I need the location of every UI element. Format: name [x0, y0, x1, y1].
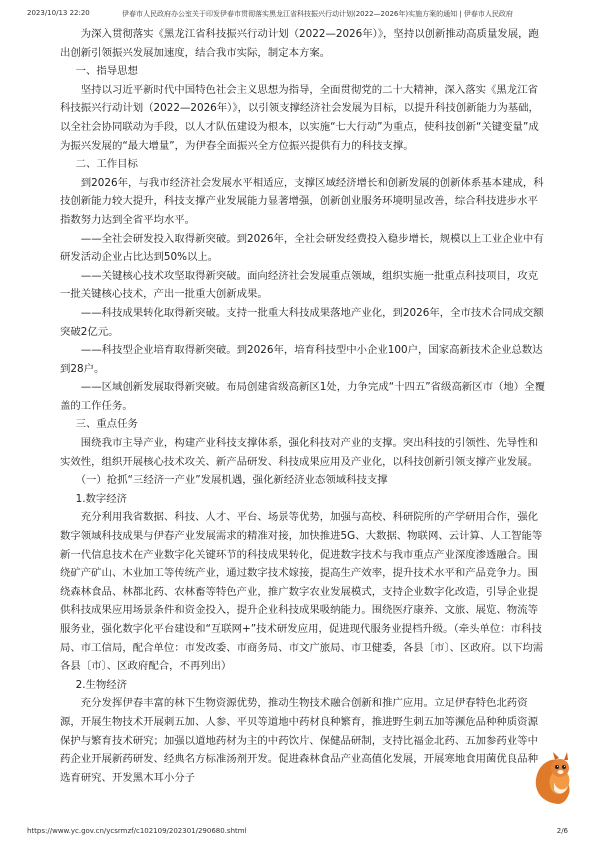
goal-tech-enterprises: ——科技型企业培育取得新突破。到2026年，培育科技型中小企业100户，国家高新技术企业总数达到28户。: [60, 344, 543, 375]
subsection-heading-bio-economy: 2.生物经济: [75, 678, 128, 691]
squirrel-mascot-icon[interactable]: [528, 746, 580, 806]
section-heading-work-goals: 二、工作目标: [75, 158, 138, 171]
article-body: [60, 25, 545, 787]
digital-economy-paragraph: 充分利用我省数据、科技、人才、平台、场景等优势，加强与高校、科研院所的产学研用合作，强化数字领域科技成果与伊春产业发展需求的精准对接，加快推进5G、大数据、物联网、云计算、人工智能等新一代信息技术在产业数字化关键环节的科技成果转化，促进数字技术与我市重点产业深度渗透融合。围绕矿产矿山、木业加工等传统产业，通过数字技术嫁接，提高生产效率，提升技术水平和产品竞争力。围绕森林食品、林都北药、农林畜等特色产业，推广数字农业发展模式，支持企业数字化改造，引导企业提供科技成果应用场景条件和资金投入，提升企业科技成果吸纳能力。围绕医疗康养、文旅、展览、物流等服务业，强化数字化平台建设和“互联网+”技术研发应用，促进现代服务业提档升级。（牵头单位：市科技局、市工信局，配合单位：市发改委、市商务局、市文广旅局、市卫健委，各县〔市〕、区政府。以下均需各县〔市〕、区政府配合，不再列出）: [60, 511, 544, 673]
section-heading-guiding-ideology: 一、指导思想: [75, 65, 138, 78]
section-heading-key-tasks: 三、重点任务: [75, 418, 138, 431]
page-url: https://www.yc.gov.cn/ycsrmzf/c102109/202301/290680.shtml: [27, 827, 247, 835]
work-goals-paragraph: 到2026年，与我市经济社会发展水平相适应，支撑区域经济增长和创新发展的创新体系基本建成，科技创新能力较大提升，科技支撑产业发展能力显著增强，创新创业服务环境明显改善，综合科技进步水平指数努力达到全省平均水平。: [60, 176, 544, 226]
page-number: 2/6: [556, 827, 568, 835]
goal-core-technology: ——关键核心技术攻坚取得新突破。面向经济社会发展重点领域，组织实施一批重点科技项目，攻克一批关键核心技术，产出一批重大创新成果。: [60, 269, 538, 301]
print-page-title: 伊春市人民政府办公室关于印发伊春市贯彻落实黑龙江省科技振兴行动计划(2022—2026年)实施方案的通知 | 伊春市人民政府: [122, 10, 513, 18]
bio-economy-paragraph: 充分发挥伊春丰富的林下生物资源优势，推动生物技术融合创新和推广应用。立足伊春特色北药资源，开展生物技术开展刺五加、人参、平贝等道地中药材良种繁育，推进野生刺五加等濒危品种种质资源保护与繁育技术研究；加强以道地药材为主的中药饮片、保健品研制，支持比福金北药、五加参药业等中药企业开展新药研发、经典名方标准汤剂开发。促进森林食品产业高值化发展，开展寒地食用菌优良品种选育研究、开发黑木耳小分子: [60, 697, 538, 784]
goal-regional-innovation: ——区域创新发展取得新突破。布局创建省级高新区1处，力争完成“十四五”省级高新区市（地）全覆盖的工作任务。: [60, 381, 545, 412]
subsection-heading-new-economy: （一）抢抓“三经济一产业”发展机遇，强化新经济业态领域科技支撑: [75, 474, 388, 487]
goal-tech-transfer: ——科技成果转化取得新突破。支持一批重大科技成果落地产业化，到2026年，全市技术合同成交额突破2亿元。: [60, 306, 544, 338]
key-tasks-paragraph: 围绕我市主导产业，构建产业科技支撑体系，强化科技对产业的支撑。突出科技的引领性、先导性和实效性，组织开展核心技术攻关、新产品研发、科技成果应用及产业化，以科技创新引领支撑产业发展。: [60, 437, 538, 468]
print-datetime: 2023/10/13 22:20: [27, 9, 90, 17]
print-header: [0, 0, 594, 20]
print-footer: [0, 820, 594, 840]
goal-rd-investment: ——全社会研发投入取得新突破。到2026年，全社会研发经费投入稳步增长，规模以上工业企业中有研发活动企业占比达到50%以上。: [60, 232, 544, 264]
guiding-ideology-paragraph: 坚持以习近平新时代中国特色社会主义思想为指导，全面贯彻党的二十大精神，深入落实《黑龙江省科技振兴行动计划（2022—2026年）》，以引领支撑经济社会发展为目标，以提升科技创新能力为基础，以全社会协同联动为手段，以人才队伍建设为根本，以实施“七大行动”为重点，使科技创新“关键变量”成为振兴发展的“最大增量”，为伊春全面振兴全方位振兴提供有力的科技支撑。: [60, 83, 539, 152]
subsection-heading-digital-economy: 1.数字经济: [75, 492, 128, 505]
intro-paragraph: 为深入贯彻落实《黑龙江省科技振兴行动计划（2022—2026年）》，坚持以创新推动高质量发展，跑出创新引领振兴发展加速度，结合我市实际，制定本方案。: [60, 28, 539, 59]
